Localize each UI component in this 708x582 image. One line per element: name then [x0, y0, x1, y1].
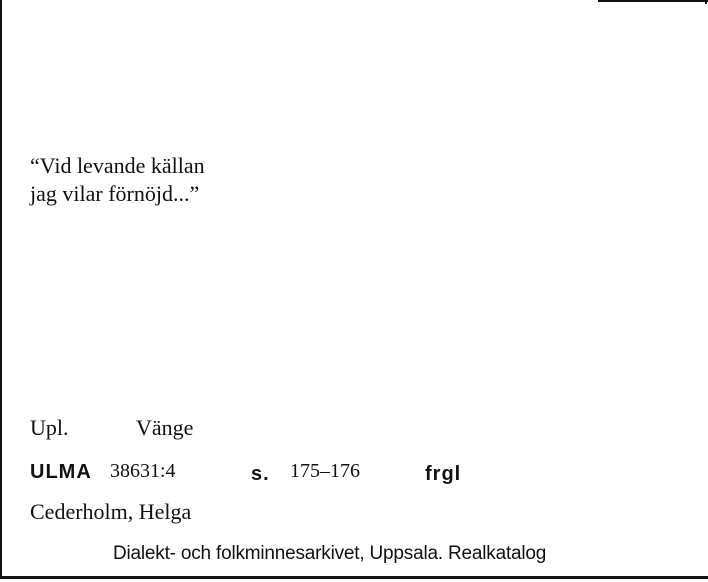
parish-label: Vänge [136, 415, 194, 440]
quote-text [30, 152, 205, 208]
footer-caption: Dialekt- och folkminnesarkivet, Uppsala. Realkatalog [113, 543, 547, 564]
region-label: Upl. [30, 415, 69, 440]
quote-line-2: jag vilar förnöjd...” [30, 181, 200, 206]
page-range: 175–176 [290, 460, 360, 482]
category-code: frgl [425, 463, 462, 485]
record-number: 38631:4 [110, 460, 176, 482]
archive-code: ULMA [30, 461, 92, 483]
card-right-border [705, 0, 707, 4]
page-label: s. [251, 463, 270, 485]
quote-line-1: “Vid levande källan [30, 153, 205, 178]
card-bottom-border [0, 576, 708, 579]
card-left-border [0, 0, 2, 578]
card-top-border [598, 0, 708, 2]
person-name: Cederholm, Helga [30, 499, 192, 524]
